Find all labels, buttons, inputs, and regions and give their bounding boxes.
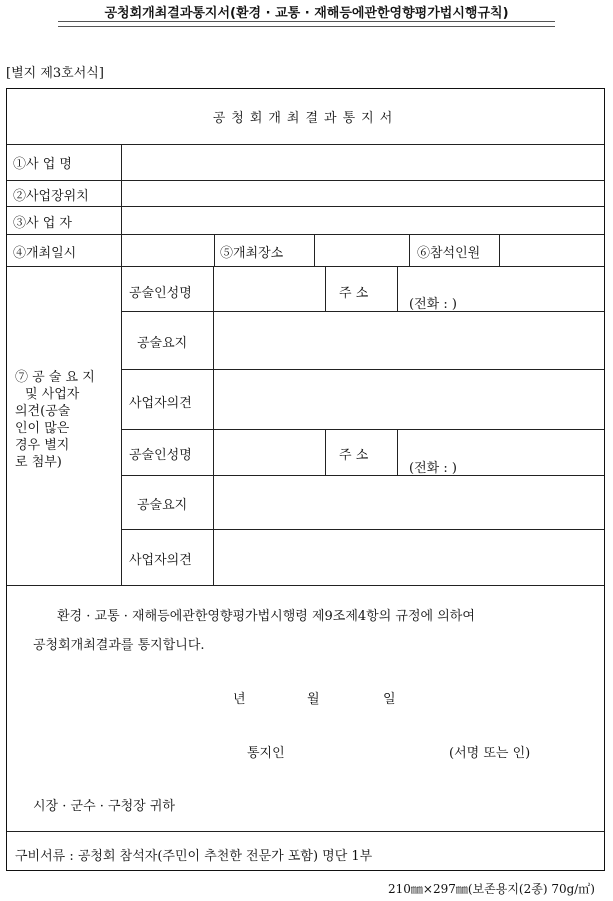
meeting-place-label: ⑤개최장소 <box>220 246 284 261</box>
meeting-place-field[interactable] <box>315 235 409 266</box>
date-year-label: 년 <box>233 692 246 707</box>
summary-label-line: 인이 많은 <box>15 421 70 436</box>
opinion-label: 사업자의견 <box>129 396 192 411</box>
business-operator-field[interactable] <box>122 207 604 234</box>
attendees-field[interactable] <box>500 235 604 266</box>
business-location-label: ②사업장위치 <box>13 189 89 204</box>
notice-text-line2: 공청회개최결과를 통지합니다. <box>33 638 205 653</box>
recipient-label: 시장 · 군수 · 구청장 귀하 <box>33 799 175 814</box>
statement-field[interactable] <box>214 476 604 529</box>
document-title: 공청회개최결과통지서(환경 · 교통 · 재해등에관한영향평가법시행규칙) <box>104 6 509 21</box>
title-double-rule <box>58 21 555 27</box>
summary-label-line: 및 사업자 <box>25 387 80 402</box>
address-field[interactable] <box>398 430 604 475</box>
business-name-field[interactable] <box>122 145 604 180</box>
notice-form <box>6 88 605 871</box>
phone-label: (전화 : ) <box>409 297 457 312</box>
notifier-label: 통지인 <box>247 746 285 761</box>
address-label: 주 소 <box>339 448 369 463</box>
form-heading: 공청회개최결과통지서 <box>212 111 399 126</box>
statement-label: 공술요지 <box>137 498 188 513</box>
date-month-label: 월 <box>307 692 320 707</box>
phone-label: (전화 : ) <box>409 461 457 476</box>
speaker-name-label: 공술인성명 <box>129 286 192 301</box>
statement-field[interactable] <box>214 312 604 369</box>
address-field[interactable] <box>398 267 604 311</box>
speaker-name-field[interactable] <box>214 267 325 311</box>
opinion-field[interactable] <box>214 530 604 585</box>
form-number: [별지 제3호서식] <box>6 66 104 81</box>
opinion-label: 사업자의견 <box>129 553 192 568</box>
attachments-label: 구비서류 : 공청회 참석자(주민이 추천한 전문가 포함) 명단 1부 <box>15 849 373 864</box>
notice-text-line1: 환경 · 교통 · 재해등에관한영향평가법시행령 제9조제4항의 규정에 의하여 <box>57 609 475 624</box>
date-day-label: 일 <box>383 692 396 707</box>
meeting-datetime-label: ④개최일시 <box>13 246 77 261</box>
attendees-label: ⑥참석인원 <box>417 246 481 261</box>
meeting-datetime-field[interactable] <box>122 235 214 266</box>
summary-section-label <box>15 369 95 471</box>
address-label: 주 소 <box>339 286 369 301</box>
business-operator-label: ③사 업 자 <box>13 216 72 231</box>
speaker-name-field[interactable] <box>214 430 325 475</box>
summary-label-line: ⑦ 공 술 요 지 <box>15 370 95 385</box>
business-name-label: ①사 업 명 <box>13 157 72 172</box>
business-location-field[interactable] <box>122 181 604 206</box>
signature-label: (서명 또는 인) <box>449 746 531 761</box>
summary-label-line: 의견(공술 <box>15 404 71 419</box>
opinion-field[interactable] <box>214 370 604 429</box>
speaker-name-label: 공술인성명 <box>129 448 192 463</box>
statement-label: 공술요지 <box>137 336 188 351</box>
paper-spec: 210㎜×297㎜(보존용지(2종) 70g/㎡) <box>388 882 595 896</box>
summary-label-line: 경우 별지 <box>15 438 70 453</box>
summary-label-line: 로 첨부) <box>15 455 62 470</box>
